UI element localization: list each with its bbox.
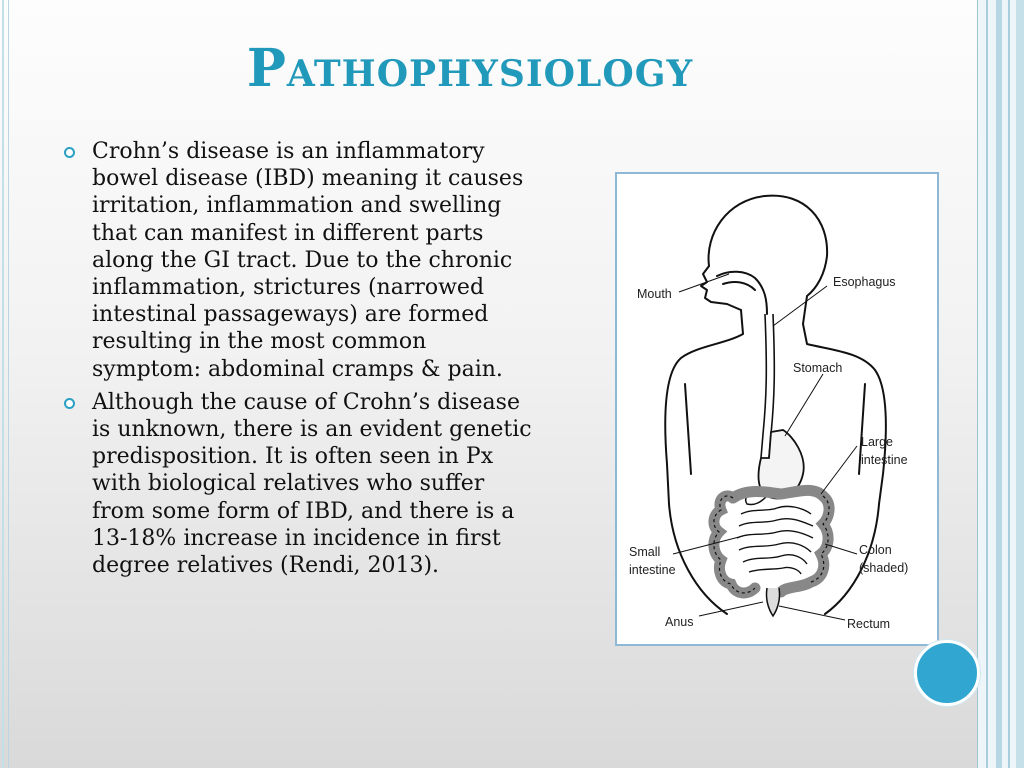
label-colon-shaded: (shaded) — [859, 561, 909, 575]
label-stomach: Stomach — [793, 361, 843, 375]
slide-title: Pathophysiology — [246, 38, 694, 99]
bullet-item — [62, 138, 532, 383]
bullet-text: Crohn’s disease is an inflammatory bowel disease (IBD) meaning it causes irritation, inflammation and swelling that can manifest in different parts along the GI tract. Due to the chronic inflammation, strictures (narrowed intestinal passageways) are formed resulting in the most common symptom: abdominal cramps & pain. — [92, 139, 524, 382]
colon-transverse — [733, 490, 823, 498]
right-frame-decoration — [977, 0, 1024, 768]
left-arm-line — [685, 384, 691, 474]
left-frame-decoration — [0, 0, 9, 768]
bullet-marker-icon — [64, 147, 75, 158]
tongue — [723, 282, 755, 290]
digestive-system-diagram — [615, 172, 939, 646]
label-anus: Anus — [665, 615, 694, 629]
label-esophagus: Esophagus — [833, 275, 896, 289]
label-small-intestine-2: intestine — [629, 563, 676, 577]
right-hip-outline — [825, 504, 879, 614]
right-shoulder-outline — [803, 324, 886, 504]
label-large-intestine-2: intestine — [861, 453, 908, 467]
bullet-text: Although the cause of Crohn’s disease is unknown, there is an evident genetic predisposition. It is often seen in Px with biological relatives who suffer from some form of IBD, and there is a 13-18% increase in incidence in first degree relatives (Rendi, 2013). — [92, 389, 532, 579]
label-large-intestine: Large — [861, 435, 893, 449]
bullet-list — [62, 138, 532, 585]
label-mouth: Mouth — [637, 287, 672, 301]
label-rectum: Rectum — [847, 617, 891, 631]
decorative-circle — [914, 640, 980, 706]
left-shoulder-outline — [665, 310, 743, 504]
label-colon: Colon — [859, 543, 892, 557]
mouth-cavity — [717, 272, 767, 314]
small-intestine-shape — [737, 506, 813, 574]
digestive-system-illustration — [617, 174, 937, 644]
bullet-marker-icon — [64, 398, 75, 409]
rectum-shape — [766, 588, 779, 616]
bullet-item — [62, 389, 532, 579]
label-small-intestine: Small — [629, 545, 661, 559]
